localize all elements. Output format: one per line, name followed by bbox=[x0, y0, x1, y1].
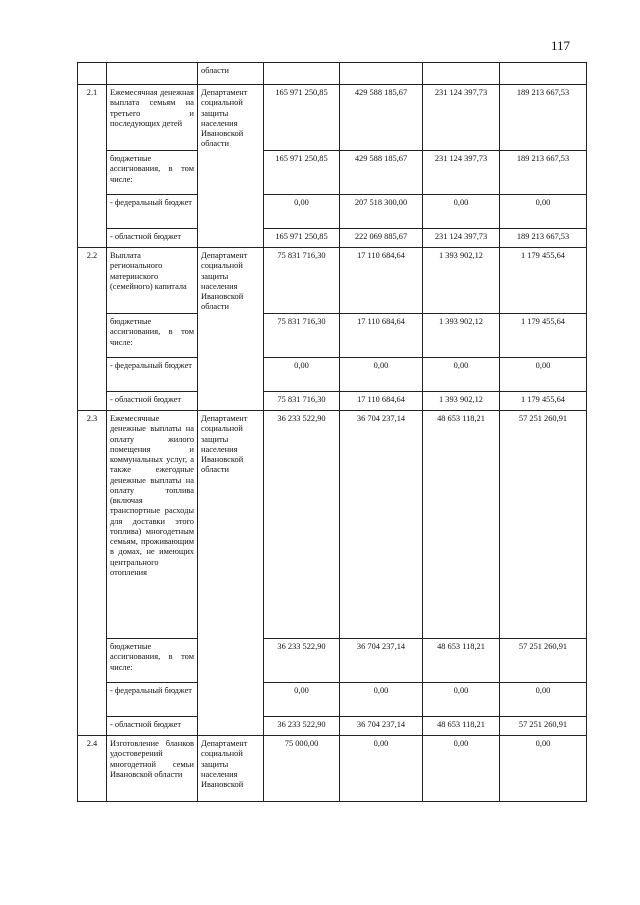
value-cell: 36 704 237,14 bbox=[340, 639, 423, 683]
federal-label: - федеральный бюджет bbox=[107, 195, 198, 229]
department-cell: области bbox=[198, 63, 264, 85]
row-number: 2.1 bbox=[78, 85, 107, 248]
value-cell: 0,00 bbox=[264, 195, 340, 229]
value-cell: 0,00 bbox=[423, 736, 500, 802]
value-cell: 0,00 bbox=[423, 358, 500, 392]
federal-label: - федеральный бюджет bbox=[107, 683, 198, 717]
value-cell: 0,00 bbox=[500, 195, 587, 229]
value-cell: 165 971 250,85 bbox=[264, 229, 340, 248]
department-cell: Департамент социальной защиты населения Ивановской bbox=[198, 736, 264, 802]
table-row bbox=[78, 411, 587, 639]
value-cell: 36 704 237,14 bbox=[340, 411, 423, 639]
value-cell: 75 831 716,30 bbox=[264, 248, 340, 314]
table-row bbox=[78, 736, 587, 802]
value-cell: 0,00 bbox=[500, 736, 587, 802]
measure-name: Ежемесячная денежная выплата семьям на третьего и последующих детей bbox=[107, 85, 198, 151]
value-cell: 48 653 118,21 bbox=[423, 639, 500, 683]
department-cell: Департамент социальной защиты населения Ивановской области bbox=[198, 248, 264, 411]
table-row bbox=[78, 248, 587, 314]
value-cell: 1 179 455,64 bbox=[500, 392, 587, 411]
value-cell: 0,00 bbox=[423, 195, 500, 229]
department-cell: Департамент социальной защиты населения Ивановской области bbox=[198, 411, 264, 736]
value-cell: 1 393 902,12 bbox=[423, 392, 500, 411]
value-cell: 48 653 118,21 bbox=[423, 717, 500, 736]
value-cell: 0,00 bbox=[500, 358, 587, 392]
federal-label: - федеральный бюджет bbox=[107, 358, 198, 392]
value-cell: 189 213 667,53 bbox=[500, 85, 587, 151]
value-cell: 429 588 185,67 bbox=[340, 85, 423, 151]
row-number: 2.3 bbox=[78, 411, 107, 736]
table-row bbox=[78, 85, 587, 151]
measure-name: Ежемесячные денежные выплаты на оплату жилого помещения и коммунальных услуг, а также ежегодные денежные выплаты на оплату топлива (включая транспортные расходы для доставки этого топлива) многодетным семьям, проживающим в домах, не имеющих центрального отопления bbox=[107, 411, 198, 639]
value-cell: 231 124 397,73 bbox=[423, 151, 500, 195]
value-cell: 165 971 250,85 bbox=[264, 151, 340, 195]
table-row bbox=[78, 392, 587, 411]
value-cell: 0,00 bbox=[423, 683, 500, 717]
value-cell: 1 179 455,64 bbox=[500, 314, 587, 358]
value-cell: 75 000,00 bbox=[264, 736, 340, 802]
table-row bbox=[78, 358, 587, 392]
value-cell: 231 124 397,73 bbox=[423, 229, 500, 248]
row-number: 2.4 bbox=[78, 736, 107, 802]
table-row bbox=[78, 683, 587, 717]
budget-label: бюджетные ассигнования, в том числе: bbox=[107, 151, 198, 195]
value-cell: 0,00 bbox=[340, 683, 423, 717]
value-cell: 17 110 684,64 bbox=[340, 392, 423, 411]
value-cell: 57 251 260,91 bbox=[500, 639, 587, 683]
value-cell: 0,00 bbox=[500, 683, 587, 717]
value-cell: 189 213 667,53 bbox=[500, 151, 587, 195]
table-row bbox=[78, 195, 587, 229]
value-cell: 36 704 237,14 bbox=[340, 717, 423, 736]
value-cell: 17 110 684,64 bbox=[340, 248, 423, 314]
measure-name: Изготовление бланков удостоверений многодетной семьи Ивановской области bbox=[107, 736, 198, 802]
value-cell: 17 110 684,64 bbox=[340, 314, 423, 358]
value-cell: 36 233 522,90 bbox=[264, 639, 340, 683]
value-cell: 1 179 455,64 bbox=[500, 248, 587, 314]
table-row bbox=[78, 151, 587, 195]
regional-label: - областной бюджет bbox=[107, 229, 198, 248]
row-number: 2.2 bbox=[78, 248, 107, 411]
value-cell: 1 393 902,12 bbox=[423, 314, 500, 358]
value-cell: 0,00 bbox=[340, 358, 423, 392]
value-cell: 222 069 885,67 bbox=[340, 229, 423, 248]
table-row bbox=[78, 717, 587, 736]
value-cell: 48 653 118,21 bbox=[423, 411, 500, 639]
table-row bbox=[78, 639, 587, 683]
value-cell: 165 971 250,85 bbox=[264, 85, 340, 151]
value-cell: 231 124 397,73 bbox=[423, 85, 500, 151]
value-cell: 189 213 667,53 bbox=[500, 229, 587, 248]
value-cell: 57 251 260,91 bbox=[500, 411, 587, 639]
table-row bbox=[78, 229, 587, 248]
value-cell: 36 233 522,90 bbox=[264, 717, 340, 736]
measure-name: Выплата регионального материнского (семейного) капитала bbox=[107, 248, 198, 314]
value-cell: 75 831 716,30 bbox=[264, 314, 340, 358]
value-cell: 0,00 bbox=[340, 736, 423, 802]
department-cell: Департамент социальной защиты населения Ивановской области bbox=[198, 85, 264, 248]
table-row bbox=[78, 63, 587, 85]
value-cell: 207 518 300,00 bbox=[340, 195, 423, 229]
regional-label: - областной бюджет bbox=[107, 392, 198, 411]
table-row bbox=[78, 314, 587, 358]
budget-label: бюджетные ассигнования, в том числе: bbox=[107, 314, 198, 358]
value-cell: 75 831 716,30 bbox=[264, 392, 340, 411]
program-table bbox=[77, 62, 587, 802]
value-cell: 57 251 260,91 bbox=[500, 717, 587, 736]
value-cell: 429 588 185,67 bbox=[340, 151, 423, 195]
budget-label: бюджетные ассигнования, в том числе: bbox=[107, 639, 198, 683]
value-cell: 36 233 522,90 bbox=[264, 411, 340, 639]
value-cell: 0,00 bbox=[264, 358, 340, 392]
page-number: 117 bbox=[550, 38, 570, 53]
value-cell: 0,00 bbox=[264, 683, 340, 717]
regional-label: - областной бюджет bbox=[107, 717, 198, 736]
value-cell: 1 393 902,12 bbox=[423, 248, 500, 314]
